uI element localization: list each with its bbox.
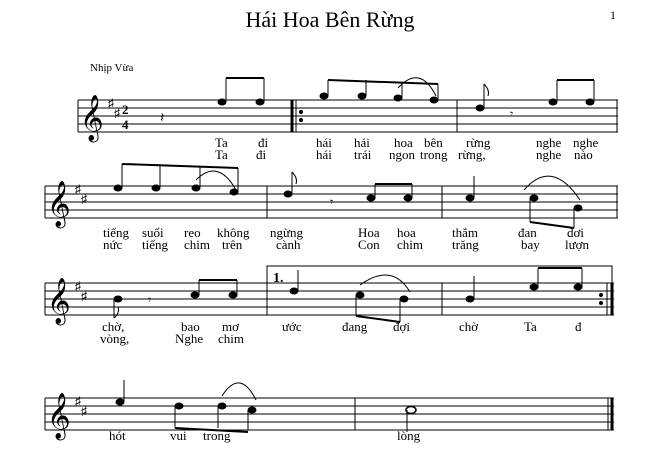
lyric-word: nức (103, 237, 123, 252)
lyric-word: đ (575, 319, 582, 334)
lyric-word: trăng (452, 237, 479, 252)
lyric-word: suối (142, 225, 164, 240)
lyric-word: ngừng (270, 225, 304, 240)
lyric-word: nghe (536, 135, 562, 150)
page-number: 1 (610, 8, 616, 22)
svg-text:𝄾: 𝄾 (148, 293, 152, 307)
tempo-marking: Nhịp Vừa (90, 62, 134, 74)
lyric-word: bay (521, 237, 540, 252)
treble-clef-icon: 𝄞 (47, 181, 71, 227)
lyric-word: ngon (389, 147, 415, 162)
staff-3 (45, 266, 614, 315)
lyric-word: cành (276, 237, 301, 252)
lyric-word: không (217, 225, 250, 240)
lyric-word: tiếng (103, 225, 129, 240)
staff-1-notes (160, 78, 594, 126)
lyric-word: chờ, (102, 319, 125, 334)
lyric-word: chim (218, 331, 244, 346)
lyric-word: hót (109, 428, 126, 443)
lyric-word: hái (316, 147, 332, 162)
treble-clef-icon: 𝄞 (47, 393, 71, 439)
svg-text:♯: ♯ (108, 96, 114, 110)
treble-clef-icon: 𝄞 (47, 278, 71, 324)
svg-text:2: 2 (122, 102, 129, 117)
lyric-word: Hoa (358, 225, 380, 240)
staff-3-notes (114, 268, 603, 322)
lyric-word: đi (258, 135, 269, 150)
lyric-word: Nghe (175, 331, 204, 346)
staff-1 (78, 100, 618, 132)
svg-text:♯: ♯ (75, 182, 81, 196)
lyric-word: nghe (573, 135, 599, 150)
song-title: Hái Hoa Bên Rừng (245, 7, 415, 32)
lyric-word: chim (397, 237, 423, 252)
svg-text:𝄾: 𝄾 (330, 195, 334, 209)
key-signatures (75, 96, 123, 418)
lyric-word: nào (574, 147, 593, 162)
lyric-word: trong (203, 428, 231, 443)
svg-text:♯: ♯ (81, 289, 87, 303)
lyric-word: rừng (466, 135, 491, 150)
lyric-word: Ta (215, 135, 228, 150)
lyric-word: vòng, (100, 331, 130, 346)
lyric-word: chim (184, 237, 210, 252)
lyric-word: ước (282, 319, 302, 334)
lyric-word: chờ (459, 319, 479, 334)
svg-text:♯: ♯ (81, 192, 87, 206)
lyric-word: hái (316, 135, 332, 150)
lyric-word: đan (518, 225, 537, 240)
lyric-word: lòng (397, 428, 421, 443)
lyric-word: dơi (567, 225, 584, 240)
lyric-word: Ta (215, 147, 228, 162)
lyric-word: hoa (397, 225, 416, 240)
lyric-word: thắm (452, 225, 478, 240)
time-signature (122, 102, 129, 132)
lyric-word: tiếng (142, 237, 168, 252)
svg-text:♯: ♯ (75, 394, 81, 408)
lyric-word: Con (358, 237, 380, 252)
lyric-word: đợi (393, 319, 410, 334)
lyric-word: trong (420, 147, 448, 162)
lyric-word: rừng, (458, 147, 486, 162)
svg-text:♯: ♯ (81, 404, 87, 418)
svg-text:♯: ♯ (114, 106, 120, 120)
ending-label: 1. (273, 271, 284, 286)
lyric-word: reo (184, 225, 201, 240)
svg-text:𝄾: 𝄾 (510, 107, 514, 121)
lyric-word: lượn (565, 237, 590, 252)
lyric-word: trái (354, 147, 372, 162)
lyric-word: bên (424, 135, 443, 150)
lyric-word: hái (354, 135, 370, 150)
svg-text:♯: ♯ (75, 279, 81, 293)
lyric-word: trên (222, 237, 243, 252)
clefs (47, 95, 104, 441)
lyric-word: Ta (524, 319, 537, 334)
lyric-word: nghe (536, 147, 562, 162)
lyric-word: đi (256, 147, 267, 162)
lyric-word: đang (342, 319, 368, 334)
svg-text:𝄽: 𝄽 (160, 111, 165, 126)
lyric-word: mơ (222, 319, 239, 334)
treble-clef-icon: 𝄞 (80, 95, 104, 141)
lyric-word: bao (181, 319, 200, 334)
lyric-word: vui (170, 428, 187, 443)
lyric-word: hoa (394, 135, 413, 150)
staff-4 (45, 398, 614, 430)
svg-text:4: 4 (122, 117, 129, 132)
